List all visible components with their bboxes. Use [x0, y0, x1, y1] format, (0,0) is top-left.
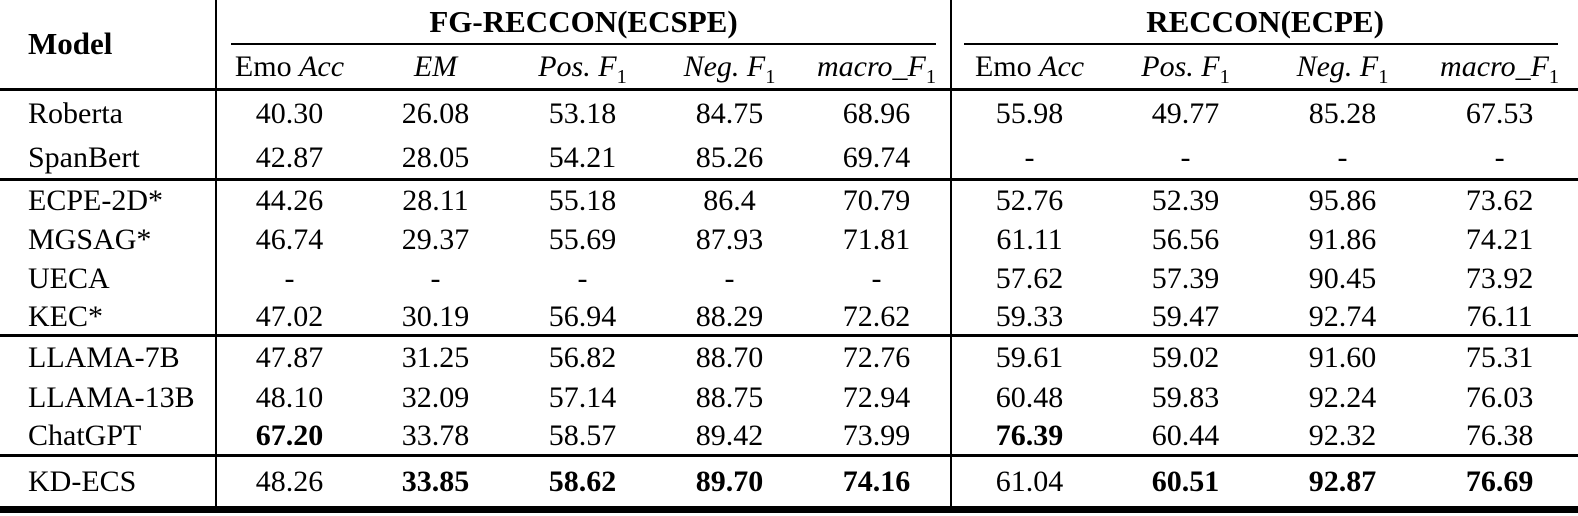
metric-value: 86.4 [703, 184, 756, 217]
metric-value: 31.25 [401, 340, 470, 374]
table-row-kd-ecs [0, 457, 1578, 513]
column-header-text: Acc [1039, 50, 1085, 83]
metric-value-missing: - [577, 262, 588, 295]
metric-value: 32.09 [401, 380, 470, 414]
column-header-text: Pos. F [538, 50, 617, 83]
column-header-pos-f1 [509, 45, 656, 91]
metric-value-missing: - [871, 262, 882, 295]
metric-value: 49.77 [1151, 97, 1220, 130]
column-header-emo-acc [950, 45, 1107, 91]
metric-value: 61.11 [950, 220, 1107, 259]
metric-value: 60.51 [1107, 457, 1264, 513]
metric-value: 67.20 [215, 417, 362, 457]
metric-value: 92.24 [1308, 380, 1377, 414]
metric-value: 28.05 [362, 136, 509, 181]
metric-value: 29.37 [401, 223, 470, 256]
metric-value: 28.11 [402, 184, 469, 217]
model-name: MGSAG* [28, 223, 152, 256]
metric-value: 33.85 [362, 457, 509, 513]
column-header-text: Emo [234, 50, 300, 83]
metric-value: 46.74 [215, 220, 362, 259]
metric-value: 76.39 [950, 417, 1107, 457]
model-name: Roberta [28, 97, 123, 130]
metric-value: 89.42 [656, 417, 803, 457]
table-row-mgsag [0, 220, 1578, 259]
metric-value: 26.08 [401, 97, 470, 130]
column-header-text: macro_F [816, 50, 926, 83]
column-header-text: macro_F [1440, 50, 1549, 83]
metric-header-row [0, 45, 1578, 91]
metric-value: 73.99 [803, 417, 950, 457]
metric-value: 72.94 [842, 380, 911, 414]
group-header-label: RECCON(ECPE) [1146, 4, 1384, 40]
model-name: LLAMA-7B [28, 340, 180, 374]
metric-value: 87.93 [695, 223, 764, 256]
metric-value: 47.87 [215, 337, 362, 377]
metric-value: 74.16 [803, 457, 950, 513]
metric-value: 73.92 [1465, 262, 1534, 295]
metric-value: 48.10 [215, 377, 362, 417]
column-header-macro-f1 [1421, 45, 1578, 91]
metric-value: 90.45 [1308, 262, 1377, 295]
metric-value: 76.03 [1465, 380, 1534, 414]
model-name: ChatGPT [0, 417, 215, 457]
metric-value: 88.70 [695, 340, 764, 374]
table-row-ueca [0, 259, 1578, 298]
column-header-text: 1 [1548, 66, 1560, 88]
column-header-text: 1 [765, 66, 776, 88]
metric-value: 91.86 [1308, 223, 1377, 256]
group-header-label: FG-RECCON(ECSPE) [429, 4, 738, 40]
column-header-text: 1 [616, 66, 627, 88]
metric-value: 53.18 [548, 97, 617, 130]
model-name: KEC* [0, 298, 215, 337]
group-underline-rule [964, 43, 1558, 45]
metric-value: 58.57 [509, 417, 656, 457]
metric-value: 88.75 [695, 380, 764, 414]
metric-value: 72.62 [803, 298, 950, 337]
metric-value: 48.26 [215, 457, 362, 513]
metric-value: 92.32 [1264, 417, 1421, 457]
metric-value: 57.39 [1151, 262, 1220, 295]
column-header-text: Emo [974, 50, 1040, 83]
metric-value: 89.70 [656, 457, 803, 513]
table-header [0, 0, 1578, 91]
table-row-llama-13b [0, 377, 1578, 417]
group-header-reccon-ecpe [950, 0, 1578, 45]
column-header-text: 1 [1219, 66, 1230, 88]
group-header-row [0, 0, 1578, 45]
metric-value: 59.47 [1107, 298, 1264, 337]
metric-value: 52.39 [1151, 184, 1220, 217]
metric-value: 70.79 [842, 184, 911, 217]
column-header-text: Pos. F [1141, 50, 1220, 83]
column-header-emo-acc [215, 45, 362, 91]
metric-value: 55.18 [548, 184, 617, 217]
metric-value: 33.78 [362, 417, 509, 457]
metric-value: 85.26 [656, 136, 803, 181]
column-header-text: 1 [925, 66, 937, 88]
metric-value: 68.96 [842, 97, 911, 130]
metric-value: 54.21 [509, 136, 656, 181]
column-header-text: Neg. F [1296, 50, 1379, 83]
model-name: KD-ECS [0, 457, 215, 513]
column-header-pos-f1 [1107, 45, 1264, 91]
metric-value-missing: - [950, 136, 1107, 181]
metric-value: 57.14 [548, 380, 617, 414]
table-row-roberta [0, 91, 1578, 136]
table-row-kec [0, 298, 1578, 337]
metric-value: 47.02 [215, 298, 362, 337]
column-header-text: Acc [299, 50, 345, 83]
metric-value: 71.81 [842, 223, 911, 256]
metric-value: 85.28 [1308, 97, 1377, 130]
column-header-neg-f1 [656, 45, 803, 91]
metric-value: 44.26 [215, 181, 362, 220]
metric-value: 40.30 [215, 91, 362, 136]
metric-value-missing: - [430, 262, 441, 295]
metric-value: 92.74 [1264, 298, 1421, 337]
model-name: SpanBert [0, 136, 215, 181]
metric-value: 73.62 [1465, 184, 1534, 217]
metric-value: 56.82 [548, 340, 617, 374]
metric-value: 74.21 [1465, 223, 1534, 256]
metric-value: 75.31 [1465, 340, 1534, 374]
model-name: UECA [28, 262, 110, 295]
column-header-em [362, 45, 509, 91]
model-name: ECPE-2D* [28, 184, 163, 217]
column-header-text: Neg. F [683, 50, 766, 83]
group-header-fg-reccon-ecspe [215, 0, 950, 45]
metric-value-missing: - [1264, 136, 1421, 181]
metric-value-missing: - [1421, 136, 1578, 181]
metric-value: 91.60 [1308, 340, 1377, 374]
table-row-chatgpt [0, 417, 1578, 457]
metric-value: 67.53 [1465, 97, 1534, 130]
group-underline-rule [231, 43, 936, 45]
metric-value-missing: - [1107, 136, 1264, 181]
table-row-ecpe-2d [0, 181, 1578, 220]
model-column-header: Model [0, 0, 215, 91]
metric-value: 69.74 [803, 136, 950, 181]
column-header-neg-f1 [1264, 45, 1421, 91]
metric-value: 88.29 [656, 298, 803, 337]
metric-value: 57.62 [950, 259, 1107, 298]
metric-value: 92.87 [1264, 457, 1421, 513]
metric-value: 55.98 [950, 91, 1107, 136]
table-row-llama-7b [0, 337, 1578, 377]
metric-value: 42.87 [215, 136, 362, 181]
metric-value: 59.33 [950, 298, 1107, 337]
metric-value: 59.61 [950, 337, 1107, 377]
metric-value: 56.56 [1151, 223, 1220, 256]
table-body [0, 91, 1578, 513]
metric-value: 58.62 [509, 457, 656, 513]
metric-value: 76.69 [1421, 457, 1578, 513]
metric-value: 59.83 [1151, 380, 1220, 414]
model-name: LLAMA-13B [28, 380, 195, 414]
metric-value: 76.38 [1421, 417, 1578, 457]
metric-value-missing: - [724, 262, 735, 295]
metric-value: 76.11 [1421, 298, 1578, 337]
metric-value: 84.75 [695, 97, 764, 130]
column-header-macro-f1 [803, 45, 950, 91]
metric-value: 61.04 [950, 457, 1107, 513]
metric-value: 95.86 [1308, 184, 1377, 217]
metric-value: 59.02 [1151, 340, 1220, 374]
metric-value: 60.44 [1107, 417, 1264, 457]
column-header-text: EM [413, 50, 458, 83]
metric-value: 52.76 [950, 181, 1107, 220]
table-row-spanbert [0, 136, 1578, 181]
column-header-text: 1 [1378, 66, 1389, 88]
metric-value: 72.76 [842, 340, 911, 374]
metric-value: 56.94 [509, 298, 656, 337]
metric-value: 30.19 [362, 298, 509, 337]
metric-value: 55.69 [548, 223, 617, 256]
metric-value: 60.48 [950, 377, 1107, 417]
metric-value-missing: - [215, 259, 362, 298]
